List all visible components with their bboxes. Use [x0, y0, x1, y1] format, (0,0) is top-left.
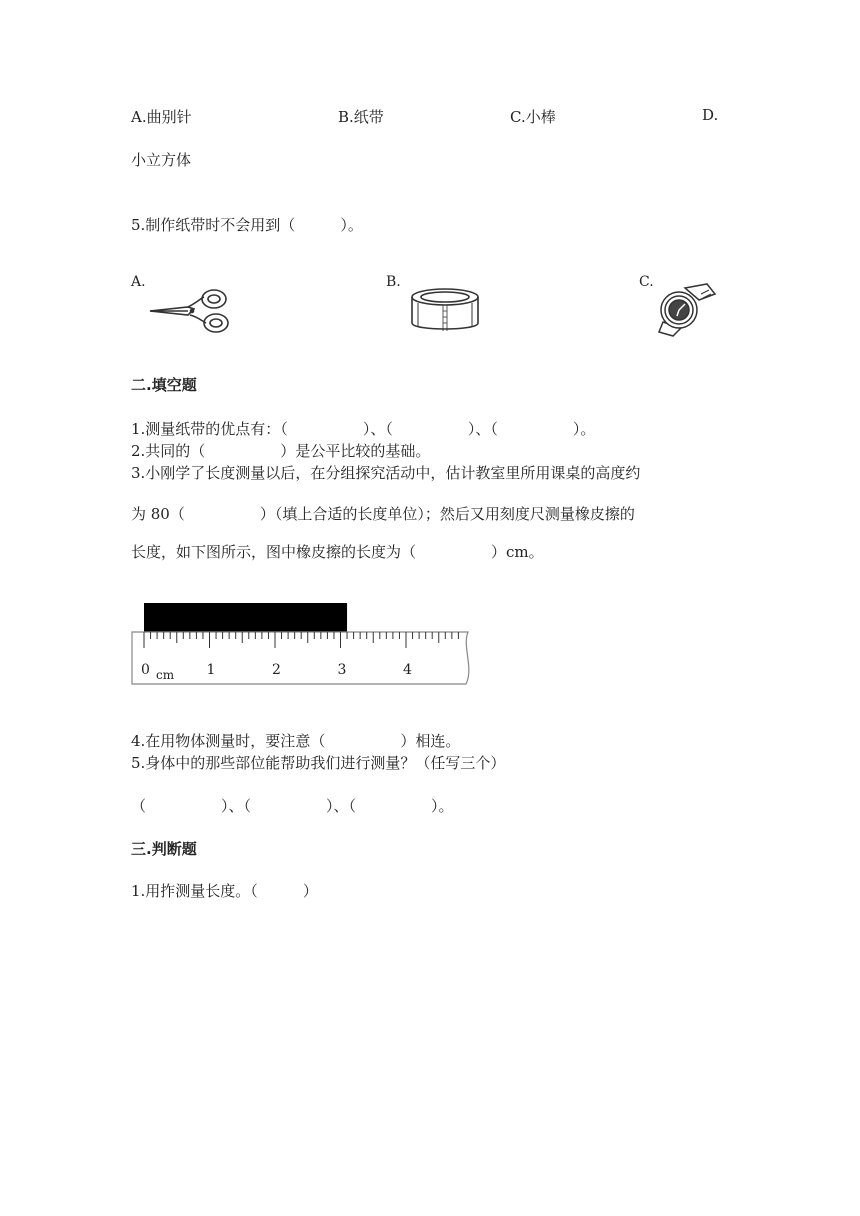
fill-question-5-line-2: （ ）、（ ）、（ ）。: [131, 797, 454, 815]
fill-question-1: 1.测量纸带的优点有：（ ）、（ ）、（ ）。: [131, 420, 596, 438]
section-3-title: 三.判断题: [131, 840, 197, 858]
ruler-body: [132, 632, 469, 684]
ruler-tick-label: 1: [206, 662, 216, 678]
option-b-paper-strip: B.纸带: [338, 108, 384, 126]
fill-question-3-line-1: 3.小刚学了长度测量以后，在分组探究活动中，估计教室里所用课桌的高度约: [131, 464, 641, 482]
ruler-tick-label: 2: [272, 662, 281, 678]
q5-option-c-label: C.: [639, 274, 654, 290]
ruler-tick-label: 4: [403, 662, 412, 678]
fill-question-3-line-3: 长度，如下图所示，图中橡皮擦的长度为（ ）cm。: [131, 543, 544, 561]
scissors-icon: [148, 287, 230, 335]
q5-option-a-label: A.: [131, 274, 146, 290]
option-d-cube: 小立方体: [131, 151, 192, 169]
eraser-bar: [144, 603, 347, 633]
ruler-figure: [130, 598, 480, 690]
section-2-title: 二.填空题: [131, 376, 197, 394]
tape-roll-icon: [410, 287, 480, 335]
fill-question-3-line-2: 为 80（ ）（填上合适的长度单位）；然后又用刻度尺测量橡皮擦的: [131, 505, 635, 523]
fill-question-5-line-1: 5.身体中的那些部位能帮助我们进行测量？（任写三个）: [131, 754, 506, 772]
ruler-tick-label: 3: [337, 662, 347, 678]
fill-question-2: 2.共同的（ ）是公平比较的基础。: [131, 442, 431, 460]
wristwatch-icon: [655, 282, 717, 338]
judge-question-1: 1.用拃测量长度。（ ）: [131, 882, 318, 900]
option-a-paperclip: A.曲别针: [131, 108, 192, 126]
fill-question-4: 4.在用物体测量时，要注意（ ）相连。: [131, 732, 461, 750]
question-5-stem: 5.制作纸带时不会用到（ ）。: [131, 216, 363, 234]
option-d-label: D.: [702, 106, 719, 124]
option-c-stick: C.小棒: [510, 108, 556, 126]
ruler-tick-label: 0: [141, 662, 150, 678]
q5-option-b-label: B.: [386, 274, 401, 290]
ruler-unit-label: cm: [156, 668, 175, 682]
